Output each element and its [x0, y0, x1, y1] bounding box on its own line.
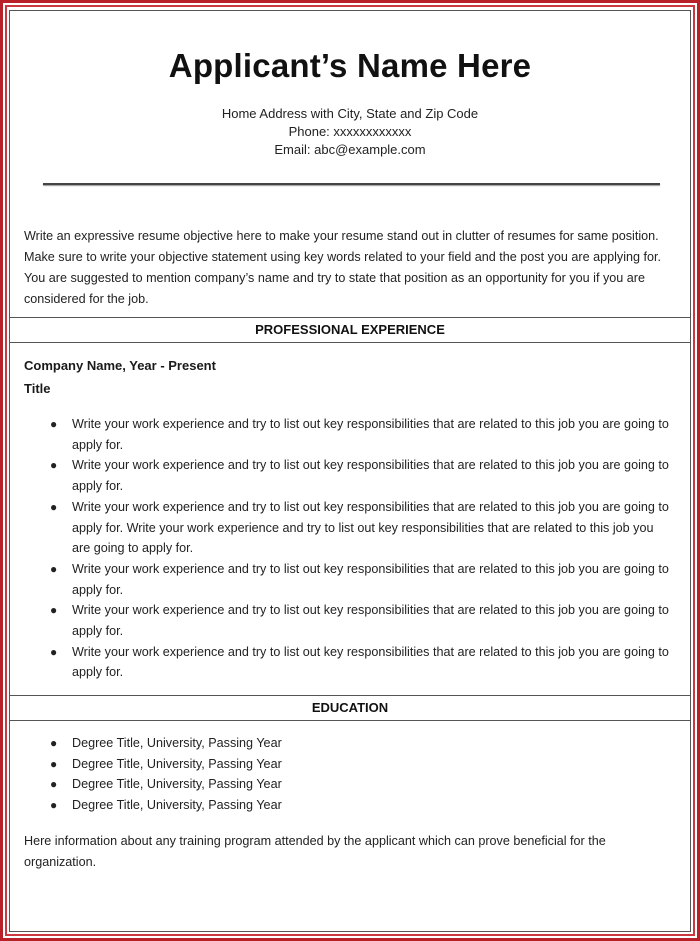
education-list [24, 733, 674, 816]
bullet-icon: ● [50, 777, 58, 792]
list-item: ● Write your work experience and try to list out key responsibilities that are related to this job you are going to apply for. [24, 642, 674, 683]
experience-heading: PROFESSIONAL EXPERIENCE [10, 317, 690, 343]
company-name: Company Name, Year - Present [24, 358, 216, 373]
resume-page [9, 10, 691, 932]
list-item: ● Write your work experience and try to list out key responsibilities that are related to this job you are going to apply for. [24, 455, 674, 496]
bullet-icon: ● [50, 458, 58, 473]
email-line: Email: abc@example.com [274, 142, 426, 157]
list-item: ● Write your work experience and try to list out key responsibilities that are related to this job you are going to apply for. [24, 600, 674, 641]
header-divider [43, 183, 660, 185]
bullet-icon: ● [50, 798, 58, 813]
list-item: ● Degree Title, University, Passing Year [24, 774, 674, 795]
objective-paragraph: Write an expressive resume objective here to make your resume stand out in clutter of resumes for same position. Make sure to write your objective statement using key words related to your field and the post you are applying for. You are suggested to mention company’s name and try to state that position as an opportunity for you if you are considered for the job. [24, 229, 662, 306]
bullet-icon: ● [50, 561, 58, 576]
address-line: Home Address with City, State and Zip Code [221, 106, 479, 121]
list-item: ● Degree Title, University, Passing Year [24, 795, 674, 816]
experience-list [24, 414, 674, 683]
bullet-icon: ● [50, 417, 58, 431]
phone-line: Phone: xxxxxxxxxxxx [288, 124, 412, 139]
list-item: ● Write your work experience and try to list out key responsibilities that are related to this job you are going to apply for. [24, 559, 674, 600]
list-item: ● Write your work experience and try to list out key responsibilities that are related to this job you are going to apply for. [24, 414, 674, 455]
bullet-icon: ● [50, 736, 58, 750]
bullet-icon: ● [50, 756, 58, 771]
list-item: ● Degree Title, University, Passing Year [24, 754, 674, 775]
bullet-icon: ● [50, 603, 58, 618]
applicant-name: Applicant’s Name Here [168, 47, 532, 84]
bullet-icon: ● [50, 644, 58, 659]
education-heading: EDUCATION [10, 695, 690, 721]
job-title: Title [24, 381, 51, 396]
training-paragraph: Here information about any training program attended by the applicant which can prove beneficial for the organization. [24, 834, 606, 869]
list-item: ● Degree Title, University, Passing Year [24, 733, 674, 754]
list-item: ● Write your work experience and try to list out key responsibilities that are related to this job you are going to apply for. Write your work experience and try to list out key responsibilities that are related to this job you are going to apply for. [24, 497, 674, 559]
bullet-icon: ● [50, 499, 58, 514]
